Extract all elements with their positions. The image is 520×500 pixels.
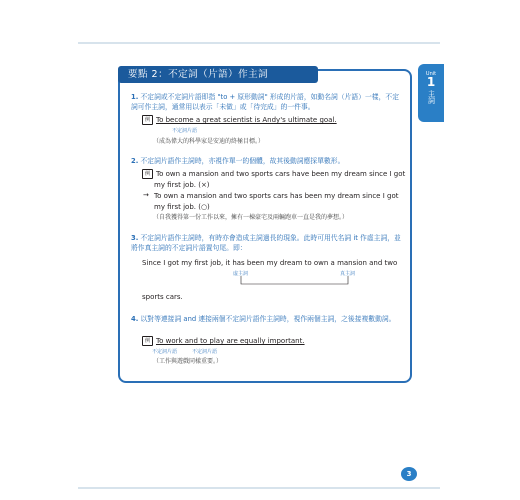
- section-1-example: 例 To become a great scientist is Andy's ultimate goal.: [142, 115, 337, 125]
- example-icon: 例: [142, 336, 153, 346]
- section-1-translation: （成為偉大的科學家是安迪的終極目標。）: [153, 138, 265, 145]
- section-4-label-2: 不定詞片語: [192, 349, 218, 355]
- section-2-right-line-1: To own a mansion and two sports cars has been my dream since I got: [154, 192, 399, 200]
- real-subject-label: 真主詞: [340, 271, 356, 277]
- section-3-sentence-end: sports cars.: [142, 293, 183, 301]
- fake-subject-label: 虛主詞: [233, 271, 249, 277]
- unit-label: Unit: [425, 71, 437, 77]
- section-4-label-1: 不定詞片語: [152, 349, 178, 355]
- bottom-rule: [78, 487, 440, 489]
- unit-tab: [418, 64, 444, 122]
- unit-title: 主詞: [427, 90, 436, 104]
- page-number: 3: [401, 467, 417, 481]
- section-4-translation: （工作與遊戲同樣重要。）: [153, 358, 223, 365]
- subject-bracket: [240, 276, 360, 288]
- example-icon: 例: [142, 169, 153, 179]
- unit-number: 1: [426, 75, 436, 89]
- top-rule: [78, 42, 440, 44]
- example-icon: 例: [142, 115, 153, 125]
- section-1-label: 不定詞片語: [172, 128, 198, 134]
- section-1-text: 1. 不定詞或不定詞片語即指 "to + 原形動詞" 形成的片語，如動名詞（片語）一樣，不定詞可作主詞，通常用以表示「未做」或「待完成」的一件事。: [131, 93, 399, 111]
- section-2-text: 2. 不定詞片語作主詞時，亦視作單一的個體，故其後動詞應採單數形。: [131, 157, 345, 165]
- section-3-sentence: Since I got my first job, it has been my dream to own a mansion and two: [142, 259, 398, 267]
- section-2-wrong-line-2: my first job. (×): [154, 181, 210, 189]
- arrow-icon: →: [143, 191, 149, 199]
- section-header: 要點 2：不定詞（片語）作主詞: [118, 66, 318, 83]
- section-4-example: 例 To work and to play are equally important.: [142, 336, 305, 346]
- section-2-wrong-line-1: 例 To own a mansion and two sports cars have been my dream since I got: [142, 169, 405, 179]
- section-3-text: 3. 不定詞片語作主詞時，有時亦會造成主詞過長的現象。此時可用代名詞 it 作虛主詞，並將作真主詞的不定詞片語置句尾。即：: [131, 234, 401, 252]
- section-2-translation: （自我獲得第一份工作以來，擁有一棟豪宅及兩輛跑車一直是我的夢想。）: [153, 214, 349, 221]
- section-2-right-line-2: my first job. (○): [154, 203, 210, 211]
- section-4-text: 4. 以對等連接詞 and 連接兩個不定詞片語作主詞時，視作兩個主詞，之後接複數動詞。: [131, 315, 396, 323]
